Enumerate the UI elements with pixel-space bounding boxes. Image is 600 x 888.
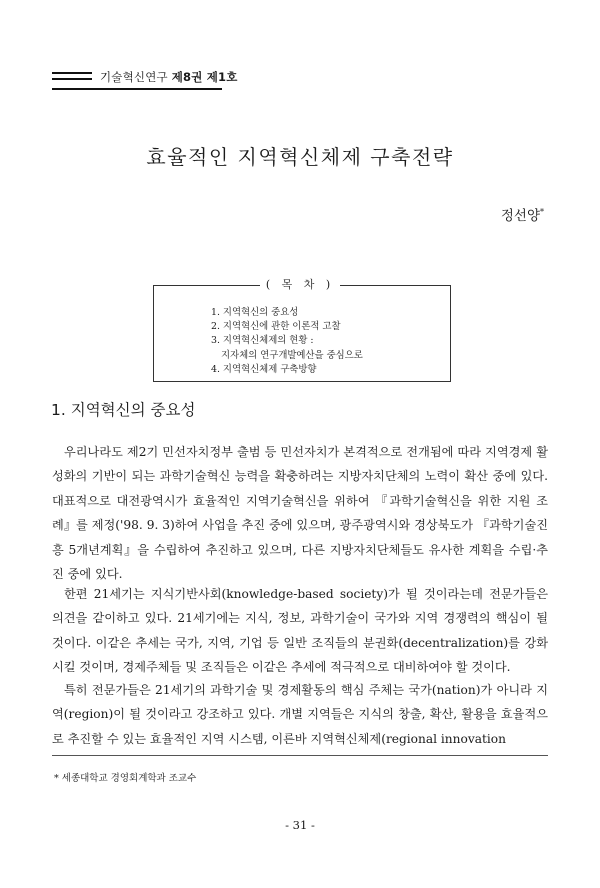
section-heading: 1. 지역혁신의 중요성 xyxy=(51,401,196,419)
toc-list xyxy=(211,306,363,377)
page-number: - 31 - xyxy=(285,818,315,832)
footnote-rule xyxy=(52,755,548,756)
body-paragraph: 특히 전문가들은 21세기의 과학기술 및 경제활동의 핵심 주체는 국가(nation)가 아니라 지역(region)이 될 것이라고 강조하고 있다. 개별 지역들은 지식의 창출, 확산, 활용을 효율적으로 추진할 수 있는 효율적인 지역 시스템, 이른바 지역혁신체제(regional innovation xyxy=(52,683,548,746)
header-underline xyxy=(52,88,222,90)
journal-issue: 제8권 제1호 xyxy=(171,70,238,84)
header-rule-top xyxy=(52,72,92,74)
body-paragraph: 한편 21세기는 지식기반사회(knowledge-based society)가 될 것이라는데 전문가들은 의견을 같이하고 있다. 21세기에는 지식, 정보, 과학기술이 국가와 지역 경쟁력의 핵심이 될 것이다. 이같은 추세는 국가, 지역, 기업 등 일반 조직들의 분권화(decentralization)를 강화시킬 것이며, 경제주체들 및 조직들은 이같은 추세에 적극적으로 대비하여야 할 것이다. xyxy=(52,587,548,675)
toc-heading-wrap xyxy=(0,276,600,292)
author xyxy=(501,204,544,224)
author-name: 정선양 xyxy=(500,208,540,224)
toc-item: 4. 지역혁신체제 구축방향 xyxy=(211,363,317,375)
footnote: * 세종대학교 경영회계학과 조교수 xyxy=(54,773,197,784)
toc-item: 2. 지역혁신에 관한 이론적 고찰 xyxy=(211,321,341,333)
article-title: 효율적인 지역혁신체제 구축전략 xyxy=(146,145,454,169)
journal-name: 기술혁신연구 xyxy=(100,70,168,84)
body-paragraph: 우리나라도 제2기 민선자치정부 출범 등 민선자치가 본격적으로 전개됨에 따라 지역경제 활성화의 기반이 되는 과학기술혁신 능력을 확충하려는 지방자치단체의 노력이 확산 중에 있다. 대표적으로 대전광역시가 효율적인 지역기술혁신을 위하여 『과학기술혁신을 위한 지원 조례』를 제정('98. 9. 3)하여 사업을 추진 중에 있으며, 광주광역시와 경상북도가 『과학기술진흥 5개년계획』을 수립하여 추진하고 있으며, 다른 지방자치단체들도 유사한 계획을 수립·추진 중에 있다. xyxy=(52,445,548,582)
header-rule-bottom xyxy=(52,78,92,80)
running-header xyxy=(100,69,238,85)
author-footnote-mark: * xyxy=(540,207,544,217)
toc-item-continuation: 지자체의 연구개발예산을 중심으로 xyxy=(221,349,363,361)
toc-item: 3. 지역혁신체제의 현황 : xyxy=(211,335,314,347)
toc-item: 1. 지역혁신의 중요성 xyxy=(211,307,299,318)
toc-heading: ( 목 차 ) xyxy=(260,278,340,291)
